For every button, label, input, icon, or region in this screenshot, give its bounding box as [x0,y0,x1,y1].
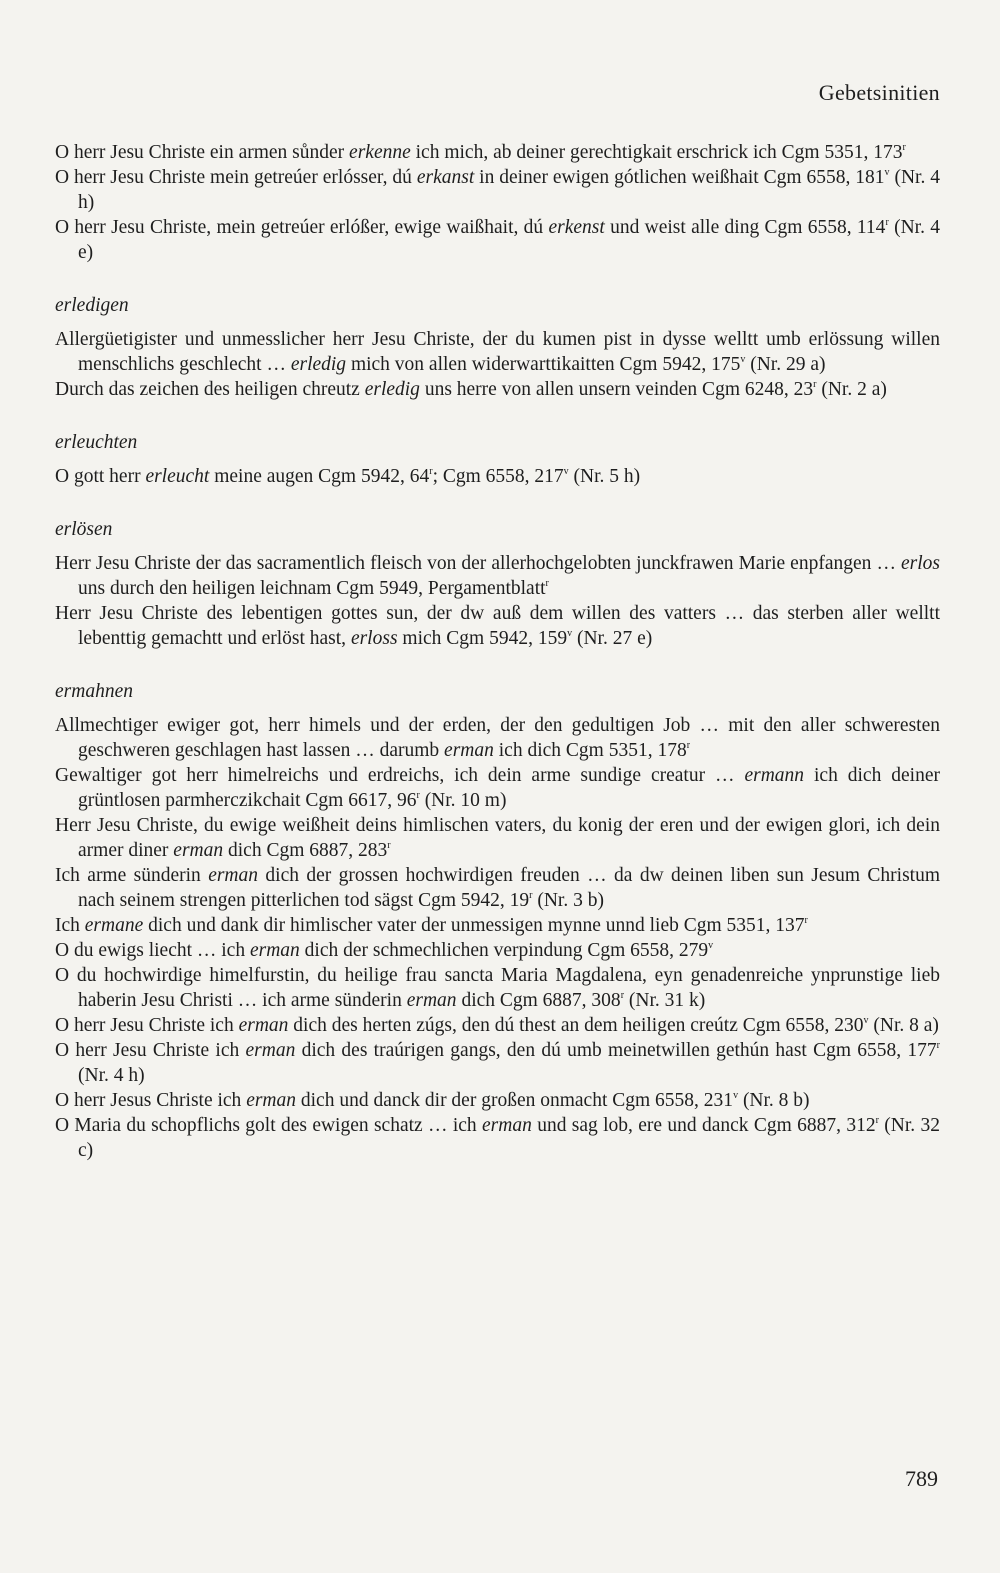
folio-side-marker: r [529,890,533,901]
prayer-incipit-entry [55,1088,940,1113]
prayer-incipit-entry [55,813,940,863]
entry-text: (Nr. 2 a) [816,379,887,400]
prayer-incipit-entry [55,215,940,265]
entry-text: Ich [55,915,85,936]
lemma-form: erman [249,940,300,961]
lemma-form: erledig [364,379,420,400]
entry-text: (Nr. 8 a) [868,1015,939,1036]
folio-side-marker: r [885,217,889,228]
entry-text: und sag lob, ere und danck Cgm 6887, 312 [531,1115,876,1136]
folio-side-marker: v [567,628,573,639]
entry-text: ich dich Cgm 5351, 178 [493,740,687,761]
entry-text: und weist alle ding Cgm 6558, 114 [604,217,886,238]
entry-text: dich und dank dir himlischer vater der unmessigen mynne unnd lieb Cgm 5351, 137 [143,915,805,936]
folio-side-marker: r [813,379,817,390]
running-header: Gebetsinitien [818,80,940,105]
entry-text: Allergüetigister und unmesslicher herr Jesu Christe, der du kumen pist in dysse welltt umb erlössung willen menschlichs geschlecht … [55,329,940,375]
lemma-form: erlos [901,553,940,574]
lemma-form: erkenne [349,142,411,163]
folio-side-marker: r [416,790,420,801]
entry-text: O herr Jesu Christe ich [55,1015,239,1036]
entry-text: O herr Jesu Christe, mein getreúer erlóßer, ewige waißhait, dú [55,217,549,238]
entry-text: Gewaltiger got herr himelreichs und erdreichs, ich dein arme sundige creatur … [55,765,745,786]
entry-text: uns durch den heiligen leichnam Cgm 5949, Pergamentblatt [78,578,546,599]
folio-side-marker: r [387,840,391,851]
prayer-incipit-entry [55,763,940,813]
folio-side-marker: v [884,167,890,178]
lemma-form: erman [238,1015,289,1036]
prayer-incipit-entry [55,551,940,601]
prayer-incipit-entry [55,913,940,938]
entry-text: O du hochwirdige himelfurstin, du heilige frau sancta Maria Magdalena, eyn genadenreiche ynprunstige lieb haberin Jesu Christi … ich arme sünderin [55,965,940,1011]
entry-text: O herr Jesus Christe ich [55,1090,247,1111]
folio-side-marker: r [429,466,433,477]
prayer-incipit-entry [55,963,940,1013]
folio-side-marker: r [902,142,906,153]
entry-text: (Nr. 27 e) [572,628,653,649]
folio-side-marker: r [936,1040,940,1051]
folio-side-marker: v [708,940,714,951]
entry-text: ; Cgm 6558, 217 [432,466,564,487]
lemma-heading: erleuchten [55,432,138,453]
entry-text: in deiner ewigen gótlichen weißhait Cgm 6558, 181 [474,167,885,188]
folio-side-marker: v [740,354,746,365]
lemma-form: erman [406,990,457,1011]
entry-text: (Nr. 4 h) [78,1065,145,1086]
prayer-incipit-entry [55,1113,940,1163]
entry-text: dich Cgm 6887, 308 [456,990,621,1011]
lemma-heading: erledigen [55,295,129,316]
entry-text: mich Cgm 5942, 159 [397,628,568,649]
prayer-incipit-entry [55,938,940,963]
page-number: 789 [905,1466,938,1491]
entry-text: dich des traúrigen gangs, den dú umb meinetwillen gethún hast Cgm 6558, 177 [295,1040,937,1061]
entry-text: mich von allen widerwarttikaitten Cgm 5942, 175 [346,354,741,375]
prayer-incipit-entry [55,1013,940,1038]
folio-side-marker: r [686,740,691,751]
prayer-incipit-entry [55,140,940,165]
folio-side-marker: r [620,990,625,1001]
lemma-form: erman [208,865,259,886]
entry-text: O herr Jesu Christe ich [55,1040,246,1061]
entry-text: meine augen Cgm 5942, 64 [209,466,430,487]
entry-text: (Nr. 32 c) [78,1115,940,1161]
lemma-form: erman [444,740,494,761]
lemma-form: erkanst [416,167,475,188]
entry-text: Herr Jesu Christe des lebentigen gottes sun, der dw auß dem willen des vatters … das sterben aller welltt lebenttig gemachtt und erlöst hast, [55,603,940,649]
entry-text: Ich arme sünderin [55,865,209,886]
entry-text: Allmechtiger ewiger got, herr himels und der erden, der den gedultigen Job … mit den aller schweresten geschweren geschlagen hast lassen … darumb [55,715,940,761]
folio-side-marker: r [875,1115,879,1126]
folio-side-marker: v [733,1090,739,1101]
folio-side-marker: r [545,578,549,589]
entry-text: (Nr. 8 b) [738,1090,810,1111]
prayer-incipit-entry [55,377,940,402]
folio-side-marker: r [804,915,808,926]
prayer-incipit-entry [55,1038,940,1088]
entry-text: O herr Jesu Christe ein armen sůnder [55,142,350,163]
entry-text: ich mich, ab deiner gerechtigkait erschrick ich Cgm 5351, 173 [410,142,903,163]
prayer-incipit-entry [55,713,940,763]
prayer-incipit-entry [55,601,940,651]
lemma-form: erman [245,1040,296,1061]
entry-text: dich der grossen hochwirdigen freuden … da dw deinen liben sun Jesum Christum nach seinem strengen pitterlichen tod sägst Cgm 5942, 19 [78,865,940,911]
prayer-incipit-entry [55,165,940,215]
entry-text: O du ewigs liecht … ich [55,940,250,961]
lemma-form: erman [246,1090,297,1111]
lemma-form: ermann [744,765,805,786]
lemma-form: erloss [350,628,398,649]
prayer-incipit-entry [55,464,940,489]
folio-side-marker: v [563,466,569,477]
entry-text: dich der schmechlichen verpindung Cgm 6558, 279 [299,940,709,961]
entry-text: dich des herten zúgs, den dú thest an dem heiligen creútz Cgm 6558, 230 [288,1015,864,1036]
lemma-heading: erlösen [55,519,113,540]
entry-text: Herr Jesu Christe der das sacramentlich fleisch von der allerhochgelobten junckfrawen Marie enpfangen … [55,553,901,574]
entry-text: (Nr. 29 a) [745,354,826,375]
entry-text: dich und danck dir der großen onmacht Cgm 6558, 231 [296,1090,734,1111]
lemma-form: erledig [290,354,347,375]
entry-text: (Nr. 10 m) [419,790,507,811]
prayer-incipit-entry [55,327,940,377]
entry-text: O gott herr [55,466,146,487]
prayer-incipit-entry [55,863,940,913]
lemma-form: erman [173,840,224,861]
lemma-form: erleucht [145,466,210,487]
lemma-form: erkenst [548,217,605,238]
entry-text: dich Cgm 6887, 283 [223,840,388,861]
index-content [55,140,940,1163]
lemma-heading: ermahnen [55,681,133,702]
entry-text: (Nr. 5 h) [568,466,641,487]
entry-text: O Maria du schopflichs golt des ewigen schatz … ich [55,1115,483,1136]
lemma-form: ermane [84,915,144,936]
entry-text: (Nr. 31 k) [624,990,706,1011]
entry-text: (Nr. 3 b) [532,890,604,911]
entry-text: uns herre von allen unsern veinden Cgm 6248, 23 [419,379,814,400]
lemma-form: erman [482,1115,532,1136]
entry-text: (Nr. 4 h) [78,167,941,213]
folio-side-marker: v [863,1015,869,1026]
entry-text: (Nr. 4 e) [78,217,940,263]
entry-text: Durch das zeichen des heiligen chreutz [55,379,365,400]
entry-text: ich dich deiner grüntlosen parmherczikchait Cgm 6617, 96 [78,765,940,811]
entry-text: Herr Jesu Christe, du ewige weißheit deins himlischen vaters, du konig der eren und der ewigen glori, ich dein armer diner [55,815,940,861]
entry-text: O herr Jesu Christe mein getreúer erlósser, dú [55,167,417,188]
